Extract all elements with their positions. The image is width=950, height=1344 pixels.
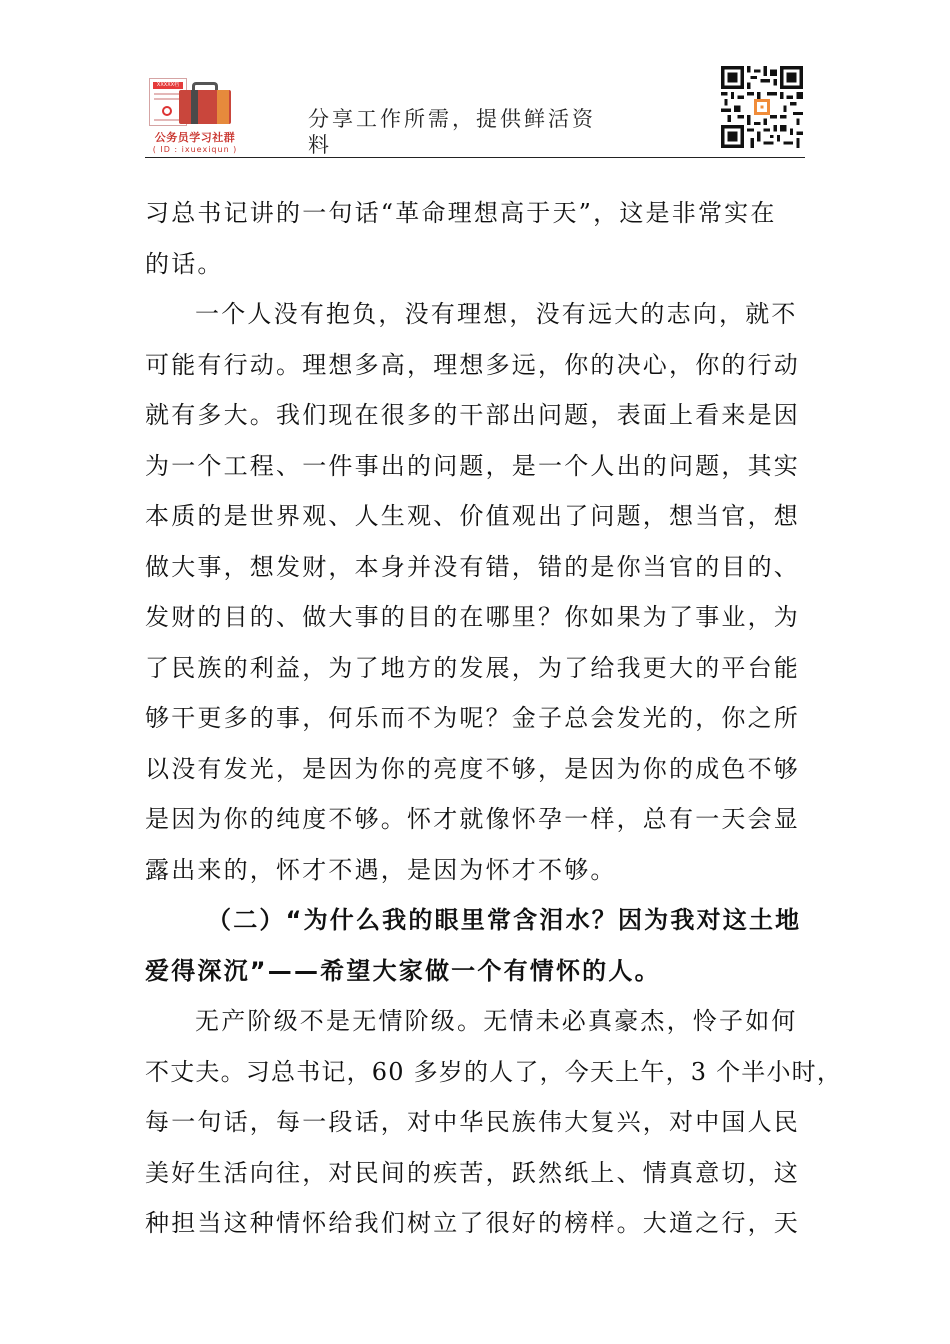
text-line: 无产阶级不是无情阶级。无情未必真豪杰，怜子如何: [195, 1007, 798, 1035]
doc-line: [154, 93, 182, 95]
document-body: [145, 188, 843, 1249]
text-line: 可能有行动。理想多高，理想多远，你的决心，你的行动: [145, 350, 800, 379]
section-heading: （二）“为什么我的眼里常含泪水？因为我对这土地: [207, 906, 802, 934]
slogan-line: 料: [308, 133, 332, 157]
seal-icon: [162, 106, 172, 116]
text-line: 了民族的利益，为了地方的发展，为了给我更大的平台能: [145, 653, 800, 682]
text-line: 习总书记讲的一句话“革命理想高于天”，这是非常实在: [145, 199, 777, 227]
brand-name: 公务员学习社群: [154, 131, 236, 144]
header-divider: [145, 157, 805, 158]
slogan-line: 分享工作所需，提供鲜活资: [308, 107, 596, 131]
text-line: 露出来的，怀才不遇，是因为怀才不够。: [145, 855, 617, 884]
doc-line: [154, 119, 182, 121]
doc-tag: [153, 82, 183, 89]
text-line: 做大事，想发财，本身并没有错，错的是你当官的目的、: [145, 552, 800, 581]
briefcase-icon: [179, 90, 231, 124]
text-line: 种担当这种情怀给我们树立了很好的榜样。大道之行，天: [145, 1209, 800, 1237]
text-line: 一个人没有抱负，没有理想，没有远大的志向，就不: [195, 300, 798, 328]
brand-logo: [145, 74, 245, 156]
doc-tag-text: XXXXX档: [156, 82, 180, 88]
text-line: 为一个工程、一件事出的问题，是一个人出的问题，其实: [145, 451, 800, 480]
text-line: 发财的目的、做大事的目的在哪里？你如果为了事业，为: [145, 603, 800, 631]
text-line: 够干更多的事，何乐而不为呢？金子总会发光的，你之所: [145, 704, 800, 732]
text-line: 是因为你的纯度不够。怀才就像怀孕一样，总有一天会显: [145, 805, 800, 833]
text-line: 以没有发光，是因为你的亮度不够，是因为你的成色不够: [145, 754, 800, 783]
text-line: 就有多大。我们现在很多的干部出问题，表面上看来是因: [145, 401, 800, 429]
section-heading: 爱得深沉”——希望大家做一个有情怀的人。: [145, 956, 661, 985]
qr-code-icon: [721, 66, 803, 148]
page-header: [145, 66, 805, 158]
text-line: 每一句话，每一段话，对中华民族伟大复兴，对中国人民: [145, 1108, 800, 1136]
header-slogan: [308, 106, 628, 158]
doc-line: [154, 98, 182, 100]
brand-id: ( ID : ixuexiqun ): [152, 145, 238, 154]
briefcase-strap: [217, 90, 229, 124]
briefcase-strap: [191, 90, 198, 124]
text-line: 不丈夫。习总书记，60 多岁的人了，今天上午，3 个半小时，: [145, 1057, 843, 1086]
text-line: 本质的是世界观、人生观、价值观出了问题，想当官，想: [145, 502, 800, 530]
text-line: 的话。: [145, 249, 224, 278]
text-line: 美好生活向往，对民间的疾苦，跃然纸上、情真意切，这: [145, 1158, 800, 1187]
